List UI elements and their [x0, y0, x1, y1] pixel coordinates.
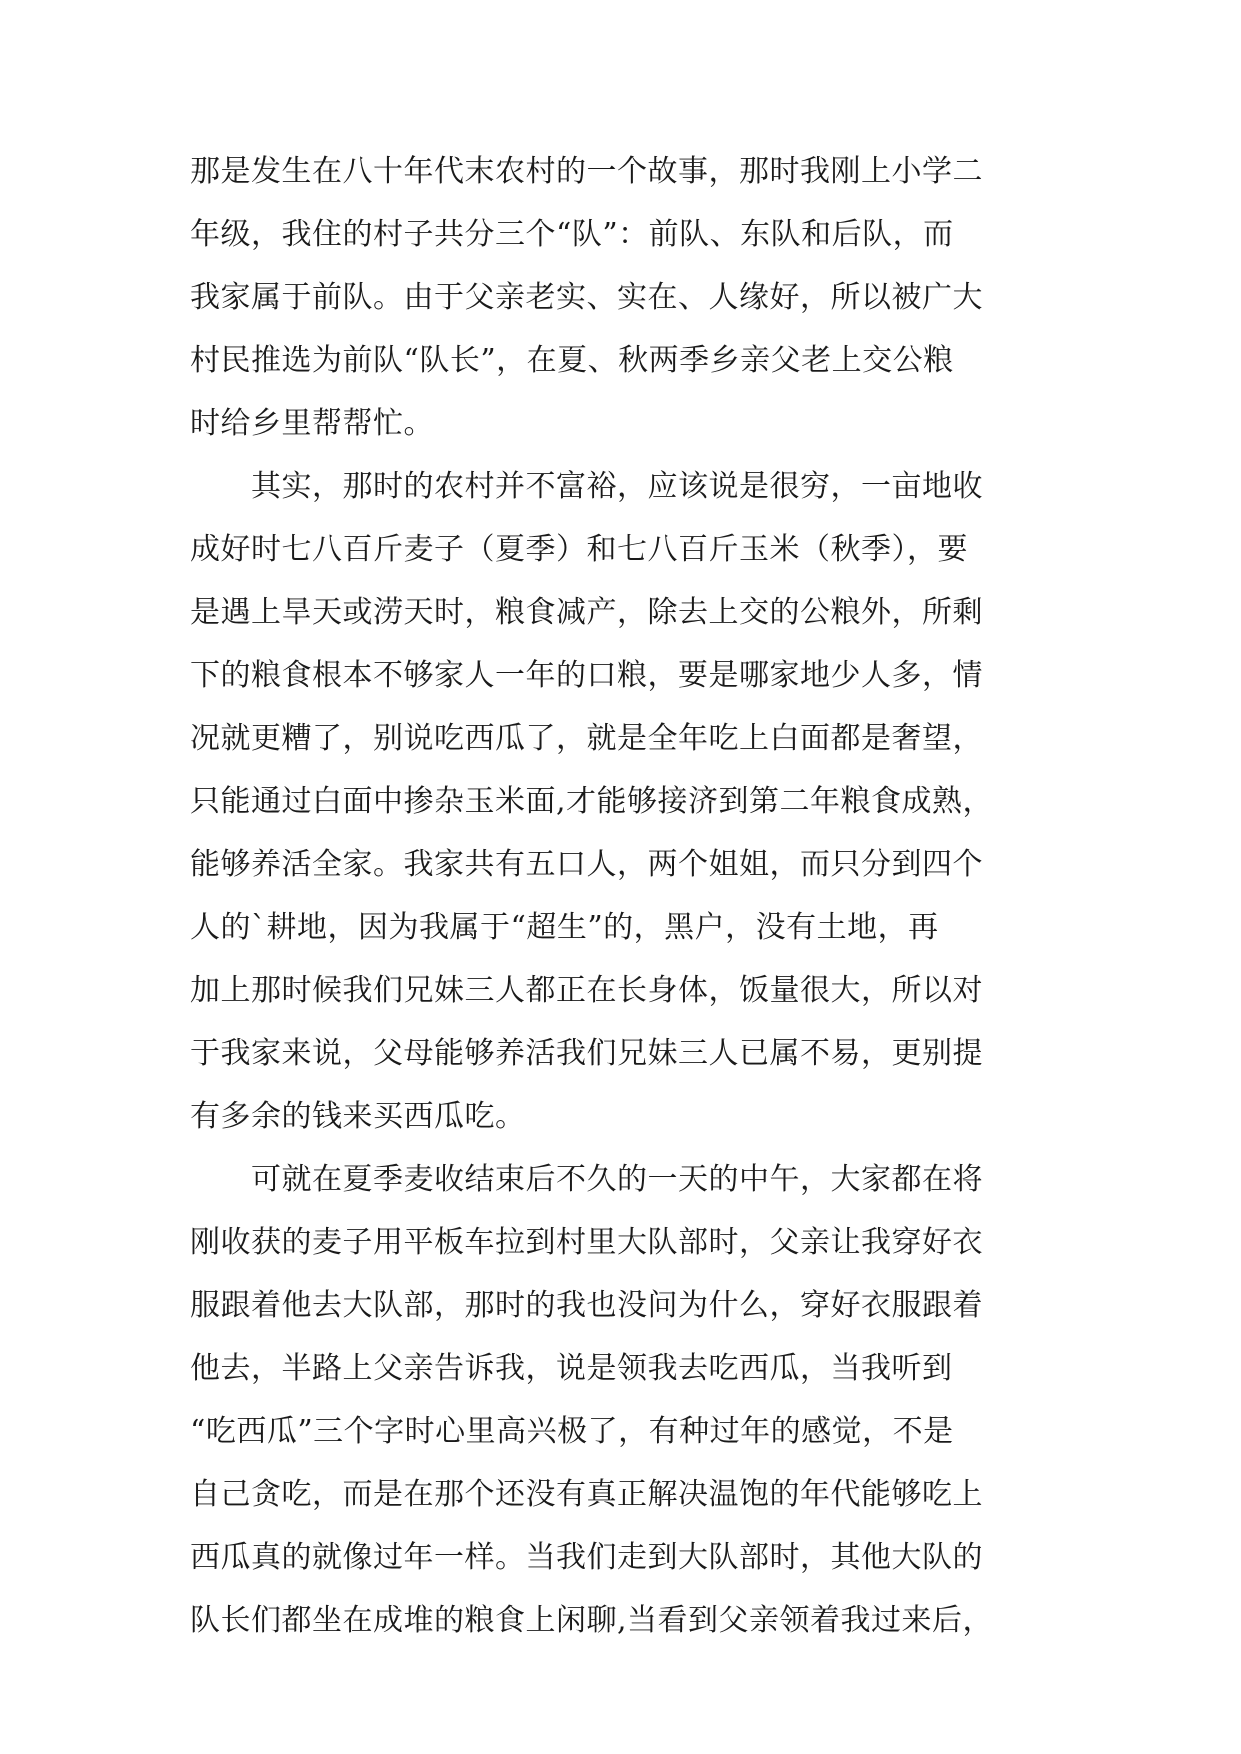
paragraph-1: [190, 140, 1070, 455]
text-line: 年级，我住的村子共分三个“队”：前队、东队和后队，而: [190, 217, 954, 252]
document-body: [190, 140, 1070, 1652]
text-line: 况就更糟了，别说吃西瓜了，就是全年吃上白面都是奢望，: [190, 721, 983, 756]
text-line: 能够养活全家。我家共有五口人，两个姐姐，而只分到四个: [190, 847, 983, 882]
paragraph-3: [190, 1148, 1070, 1652]
text-line: 服跟着他去大队部，那时的我也没问为什么，穿好衣服跟着: [190, 1288, 983, 1323]
text-line: 加上那时候我们兄妹三人都正在长身体，饭量很大，所以对: [190, 973, 983, 1008]
text-line: 队长们都坐在成堆的粮食上闲聊,当看到父亲领着我过来后，: [190, 1603, 994, 1638]
text-line: 可就在夏季麦收结束后不久的一天的中午，大家都在将: [190, 1162, 983, 1197]
text-line: 自己贪吃，而是在那个还没有真正解决温饱的年代能够吃上: [190, 1477, 983, 1512]
text-line: 那是发生在八十年代末农村的一个故事，那时我刚上小学二: [190, 154, 983, 189]
text-line: 成好时七八百斤麦子（夏季）和七八百斤玉米（秋季），要: [190, 532, 968, 567]
text-line: 只能通过白面中掺杂玉米面,才能够接济到第二年粮食成熟，: [190, 784, 994, 819]
text-line: 我家属于前队。由于父亲老实、实在、人缘好，所以被广大: [190, 280, 983, 315]
text-line: 他去，半路上父亲告诉我，说是领我去吃西瓜，当我听到: [190, 1351, 953, 1386]
text-line: 是遇上旱天或涝天时，粮食减产，除去上交的公粮外，所剩: [190, 595, 983, 630]
text-line: 刚收获的麦子用平板车拉到村里大队部时，父亲让我穿好衣: [190, 1225, 983, 1260]
paragraph-2: [190, 455, 1070, 1148]
text-line: 其实，那时的农村并不富裕，应该说是很穷，一亩地收: [190, 469, 983, 504]
text-line: 村民推选为前队“队长”，在夏、秋两季乡亲父老上交公粮: [190, 343, 954, 378]
text-line: 人的`耕地，因为我属于“超生”的，黑户，没有土地，再: [190, 910, 939, 945]
text-line: 时给乡里帮帮忙。: [190, 406, 434, 441]
text-line: “吃西瓜”三个字时心里高兴极了，有种过年的感觉，不是: [190, 1414, 954, 1449]
text-line: 有多余的钱来买西瓜吃。: [190, 1099, 526, 1134]
text-line: 于我家来说，父母能够养活我们兄妹三人已属不易，更别提: [190, 1036, 983, 1071]
text-line: 下的粮食根本不够家人一年的口粮，要是哪家地少人多，情: [190, 658, 983, 693]
text-line: 西瓜真的就像过年一样。当我们走到大队部时，其他大队的: [190, 1540, 983, 1575]
